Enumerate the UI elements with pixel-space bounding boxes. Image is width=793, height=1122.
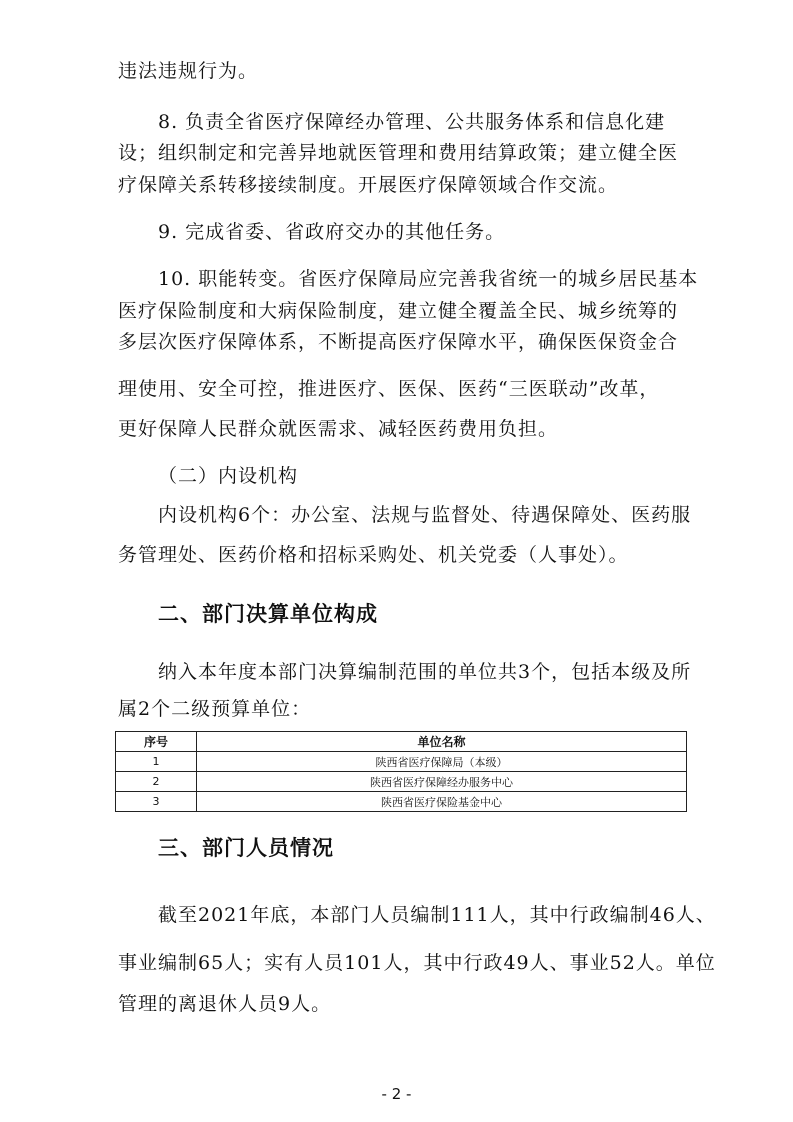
body-line: 疗保障关系转移接续制度。开展医疗保障领域合作交流。: [118, 174, 619, 196]
body-line: 截至2021年底，本部门人员编制111人，其中行政编制46人、: [158, 904, 716, 926]
body-line: 管理的离退休人员9人。: [118, 993, 332, 1015]
table-header-cell: 序号: [116, 732, 197, 752]
body-line: 理使用、安全可控，推进医疗、医保、医药“三医联动”改革，: [118, 378, 660, 400]
page-number: - 2 -: [381, 1085, 412, 1103]
table-cell: 陕西省医疗保障局（本级）: [197, 752, 687, 772]
unit-table: [115, 731, 687, 812]
body-line: 违法违规行为。: [118, 60, 259, 82]
body-line: 设；组织制定和完善异地就医管理和费用结算政策；建立健全医: [118, 142, 679, 164]
section-heading: 二、部门决算单位构成: [158, 602, 378, 626]
table-cell: 1: [116, 752, 197, 772]
table-row: [116, 752, 687, 772]
body-line: 务管理处、医药价格和招标采购处、机关党委（人事处）。: [118, 544, 629, 566]
body-line: 事业编制65人；实有人员101人，其中行政49人、事业52人。单位: [118, 952, 716, 974]
body-line: 10. 职能转变。省医疗保障局应完善我省统一的城乡居民基本: [158, 268, 699, 290]
body-line: 医疗保险制度和大病保险制度，建立健全覆盖全民、城乡统筹的: [118, 300, 679, 322]
body-line: 8. 负责全省医疗保障经办管理、公共服务体系和信息化建: [158, 111, 666, 133]
body-line: 内设机构6个：办公室、法规与监督处、待遇保障处、医药服: [158, 504, 692, 526]
table-row: [116, 772, 687, 792]
table-cell: 2: [116, 772, 197, 792]
body-line: 9. 完成省委、省政府交办的其他任务。: [158, 221, 506, 243]
body-line: 更好保障人民群众就医需求、减轻医药费用负担。: [118, 418, 559, 440]
table-row: [116, 792, 687, 812]
subsection-title: （二）内设机构: [158, 465, 299, 487]
table-cell: 3: [116, 792, 197, 812]
table-cell: 陕西省医疗保障经办服务中心: [197, 772, 687, 792]
body-line: 属2个二级预算单位：: [118, 698, 312, 720]
body-line: 纳入本年度本部门决算编制范围的单位共3个，包括本级及所: [158, 661, 692, 683]
body-line: 多层次医疗保障体系，不断提高医疗保障水平，确保医保资金合: [118, 331, 679, 353]
table-cell: 陕西省医疗保险基金中心: [197, 792, 687, 812]
section-heading: 三、部门人员情况: [158, 836, 334, 860]
table-header-row: [116, 732, 687, 752]
table-header-cell: 单位名称: [197, 732, 687, 752]
